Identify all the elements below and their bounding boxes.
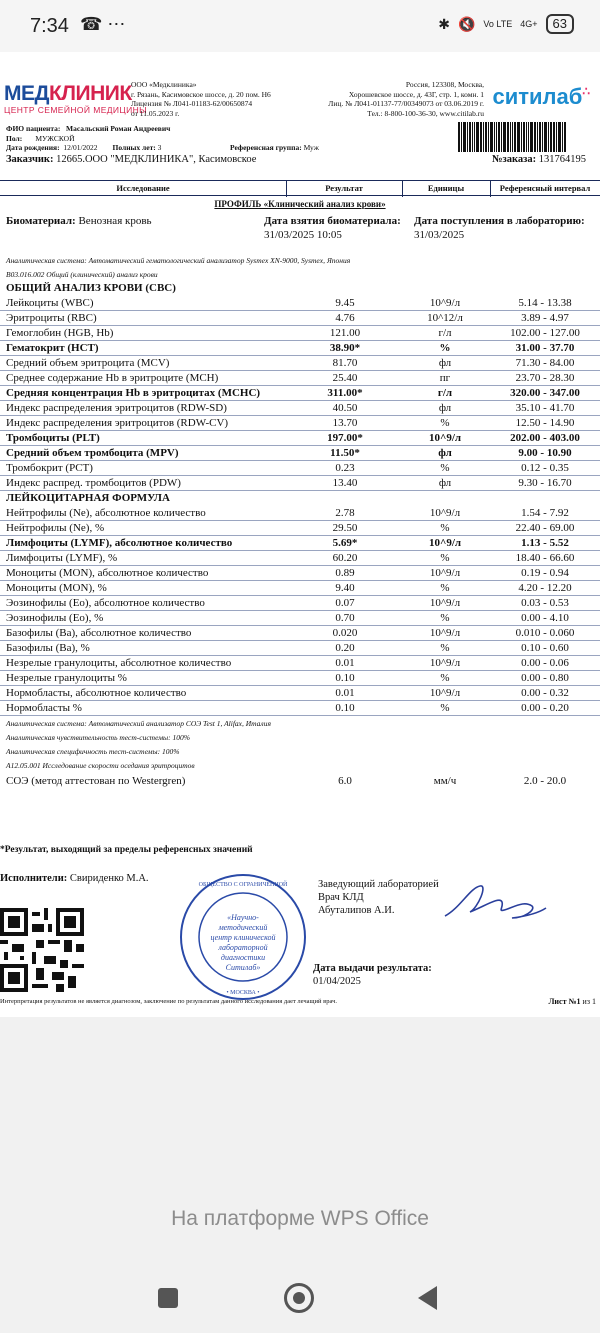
cell-ref: 71.30 - 84.00 <box>515 357 575 369</box>
cell-unit: г/л <box>438 327 452 339</box>
cell-value: 0.23 <box>335 462 355 474</box>
cell-value: 0.10 <box>335 672 355 684</box>
cell-name: Нейтрофилы (Ne), % <box>6 522 105 534</box>
cell-value: 40.50 <box>332 402 358 414</box>
cell-name: Нормобласты, абсолютное количество <box>6 687 187 699</box>
analytic-system-2: Аналитическая система: Автоматический анализатор СОЭ Test 1, Alifax, Италия <box>6 719 271 728</box>
cell-value: 9.45 <box>335 297 355 309</box>
cell-unit: 10^9/л <box>429 297 461 309</box>
cell-value: 4.76 <box>335 312 355 324</box>
table-row-esr: СОЭ (метод аттестован по Westergren) 6.0 мм/ч 2.0 - 20.0 <box>6 775 567 787</box>
cell-ref: 0.00 - 0.20 <box>521 702 569 714</box>
disclaimer: Интерпретация результатов не является диагнозом, заключение по результатам данного исследования дает лечащий врач. <box>0 998 337 1005</box>
medklinik-logo: МЕДКЛИНИК <box>4 82 132 105</box>
mute-icon: 🔇 <box>457 15 476 32</box>
cell-unit: фл <box>438 357 452 369</box>
cell-value: 0.01 <box>335 657 355 669</box>
cell-unit: 10^9/л <box>428 537 462 549</box>
cell-unit: 10^9/л <box>428 432 462 444</box>
cell-name: Нейтрофилы (Ne), абсолютное количество <box>6 507 206 519</box>
cell-value: 25.40 <box>332 372 358 384</box>
cell-name: Моноциты (MON), % <box>6 582 107 594</box>
cell-unit: % <box>440 522 450 534</box>
home-button[interactable] <box>284 1283 314 1313</box>
signature <box>440 878 550 924</box>
cell-ref: 3.89 - 4.97 <box>521 312 569 324</box>
table-row <box>0 626 600 641</box>
cell-ref: 102.00 - 127.00 <box>510 327 580 339</box>
cell-value: 0.20 <box>335 642 355 654</box>
cell-unit: 10^9/л <box>429 657 461 669</box>
org-left: ООО «Медклиника» г. Рязань, Касимовское шоссе, д. 20 пом. Н6 Лицензия № Л041-01183-62/00650874 от 11.05.2023 г. <box>131 80 271 118</box>
customer: Заказчик: 12665.ООО "МЕДКЛИНИКА", Касимовское <box>6 154 257 165</box>
citilab-dots-icon: ∴ <box>582 84 590 99</box>
medklinik-subtitle: ЦЕНТР СЕМЕЙНОЙ МЕДИЦИНЫ <box>4 105 148 115</box>
svg-text:ОБЩЕСТВО С ОГРАНИЧЕННОЙ: ОБЩЕСТВО С ОГРАНИЧЕННОЙ <box>198 882 288 888</box>
cell-ref: 0.010 - 0.060 <box>515 627 575 639</box>
specificity: Аналитическая специфичность тест-системы: 100% <box>6 747 180 756</box>
patient-sex: МУЖСКОЙ <box>35 133 75 143</box>
cell-ref: 0.00 - 0.06 <box>521 657 569 669</box>
cell-unit: % <box>440 702 450 714</box>
cell-unit: г/л <box>437 387 453 399</box>
cell-ref: 0.00 - 4.10 <box>521 612 569 624</box>
cell-name: Индекс распред. тромбоцитов (PDW) <box>6 477 181 489</box>
service-code-1: B03.016.002 Общий (клинический) анализ крови <box>6 270 158 279</box>
net-4g: 4G+ <box>520 18 538 29</box>
order-number: №заказа: 131764195 <box>491 154 586 165</box>
table-row <box>0 416 600 431</box>
cell-value: 60.20 <box>332 552 358 564</box>
cell-unit: 10^9/л <box>429 597 461 609</box>
cell-ref: 9.00 - 10.90 <box>518 447 572 459</box>
cell-ref: 1.13 - 5.52 <box>521 537 569 549</box>
recent-apps-button[interactable] <box>158 1288 178 1308</box>
table-row <box>0 611 600 626</box>
receive-date: Дата поступления в лабораторию: 31/03/2025 <box>414 215 585 241</box>
table-row <box>0 551 600 566</box>
battery-icon: 63 <box>546 14 574 34</box>
cell-unit: % <box>440 612 450 624</box>
cell-name: Базофилы (Ba), % <box>6 642 90 654</box>
sheet-number: Лист №1 из 1 <box>548 997 596 1006</box>
table-row <box>0 596 600 611</box>
cell-name: Лимфоциты (LYMF), абсолютное количество <box>6 537 233 549</box>
cell-value: 0.10 <box>335 702 355 714</box>
back-button[interactable] <box>418 1286 437 1310</box>
table-row <box>0 326 600 341</box>
cell-unit: фл <box>438 477 452 489</box>
cell-value: 0.70 <box>335 612 355 624</box>
cell-ref: 4.20 - 12.20 <box>518 582 572 594</box>
cell-value: 13.70 <box>332 417 358 429</box>
head-of-lab: Заведующий лабораторией Врач КЛД Абуталипов А.И. <box>318 879 439 916</box>
sensitivity: Аналитическая чувствительность тест-системы: 100% <box>6 733 190 742</box>
cell-name: Средний объем тромбоцита (MPV) <box>6 447 179 459</box>
patient-name: Масальский Роман Андреевич <box>66 124 171 133</box>
cell-ref: 0.00 - 0.32 <box>521 687 569 699</box>
col-result: Результат <box>325 183 363 193</box>
cell-ref: 9.30 - 16.70 <box>518 477 572 489</box>
org-right: Россия, 123308, Москва, Хорошевское шоссе, д. 43Г, стр. 1, комн. 1 Лиц. № Л041-01137-77/00349073 от 03.06.2019 г. Тел.: 8-800-100-36-30, www.citilab.ru <box>328 80 484 118</box>
table-row <box>0 671 600 686</box>
table-row <box>0 641 600 656</box>
wps-footer: На платформе WPS Office <box>171 1207 429 1230</box>
table-row <box>0 446 600 461</box>
network-icon <box>483 20 512 29</box>
table-row <box>0 521 600 536</box>
issue-date: Дата выдачи результата: 01/04/2025 <box>313 963 432 987</box>
table-row <box>0 686 600 701</box>
cell-ref: 0.10 - 0.60 <box>521 642 569 654</box>
footnote: *Результат, выходящий за пределы референсных значений <box>0 845 253 855</box>
cell-name: Лейкоциты (WBC) <box>6 297 94 309</box>
cell-name: Эритроциты (RBC) <box>6 312 97 324</box>
cell-ref: 22.40 - 69.00 <box>515 522 575 534</box>
cell-name: Средний объем эритроцита (MCV) <box>6 357 170 369</box>
service-code-2: A12.05.001 Исследование скорости оседания эритроцитов <box>6 761 195 770</box>
citilab-logo: ситилаб∴ <box>492 84 590 109</box>
cell-unit: фл <box>438 402 452 414</box>
cell-value: 11.50* <box>330 447 360 459</box>
nav-bar <box>0 1276 600 1320</box>
cell-name: Средняя концентрация Hb в эритроцитах (MCHC) <box>6 387 261 399</box>
svg-text:лабораторной: лабораторной <box>218 943 268 952</box>
table-row <box>0 476 600 491</box>
svg-text:• МОСКВА •: • МОСКВА • <box>226 990 260 996</box>
cell-unit: % <box>440 642 450 654</box>
lab-stamp <box>178 872 308 1002</box>
status-time: 7:34 <box>30 15 69 37</box>
col-ref: Референсный интервал <box>499 183 591 193</box>
cell-ref: 320.00 - 347.00 <box>510 387 580 399</box>
cell-unit: 10^12/л <box>427 312 463 324</box>
qr-code <box>0 908 84 992</box>
cell-ref: 0.19 - 0.94 <box>521 567 569 579</box>
cell-name: Базофилы (Ba), абсолютное количество <box>6 627 192 639</box>
profile-title: ПРОФИЛЬ «Клинический анализ крови» <box>214 199 386 209</box>
cell-ref: 35.10 - 41.70 <box>515 402 575 414</box>
table-row <box>0 656 600 671</box>
cell-value: 29.50 <box>332 522 358 534</box>
cell-unit: 10^9/л <box>429 687 461 699</box>
cell-unit: % <box>439 342 451 354</box>
cell-name: Гемоглобин (HGB, Hb) <box>6 327 114 339</box>
table-row <box>0 371 600 386</box>
analytic-system-1: Аналитическая система: Автоматический гематологический анализатор Sysmex XN-9000, Sysmex, Япония <box>6 256 351 265</box>
table-row <box>0 296 600 311</box>
executors: Исполнители: Свириденко М.А. <box>0 873 149 884</box>
cell-value: 9.40 <box>335 582 355 594</box>
cell-name: Эозинофилы (Eo), абсолютное количество <box>6 597 205 609</box>
cell-unit: 10^9/л <box>429 507 461 519</box>
cell-name: Незрелые гранулоциты, абсолютное количество <box>6 657 232 669</box>
cell-ref: 0.03 - 0.53 <box>521 597 569 609</box>
cell-unit: % <box>440 672 450 684</box>
svg-text:методический: методический <box>218 923 268 932</box>
signal-icon <box>520 20 537 29</box>
svg-text:диагностики: диагностики <box>220 953 266 962</box>
table-row <box>0 341 600 356</box>
table-row <box>0 386 600 401</box>
table-row <box>0 461 600 476</box>
cell-value: 13.40 <box>332 477 358 489</box>
cell-ref: 202.00 - 403.00 <box>510 432 580 444</box>
cell-ref: 23.70 - 28.30 <box>515 372 575 384</box>
cell-value: 0.01 <box>335 687 355 699</box>
cell-name: Моноциты (MON), абсолютное количество <box>6 567 209 579</box>
cell-unit: % <box>440 417 450 429</box>
svg-text:центр клинической: центр клинической <box>210 933 276 942</box>
cell-unit: % <box>440 552 450 564</box>
cell-ref: 31.00 - 37.70 <box>515 342 575 354</box>
notification-icons: ☎ ⋯ <box>80 14 126 34</box>
status-bar <box>0 0 600 52</box>
net-volte: Vo LTE <box>483 18 513 29</box>
cell-value: 0.07 <box>335 597 355 609</box>
table-row <box>0 536 600 551</box>
cell-name: Гематокрит (HCT) <box>6 342 99 354</box>
cell-ref: 12.50 - 14.90 <box>515 417 575 429</box>
cell-unit: пг <box>439 372 451 384</box>
cell-value: 121.00 <box>329 327 361 339</box>
cell-value: 0.020 <box>332 627 358 639</box>
cell-name: Тромбоциты (PLT) <box>6 432 100 444</box>
patient-dob: 12/01/2022 <box>63 143 98 153</box>
section-leuko: ЛЕЙКОЦИТАРНАЯ ФОРМУЛА <box>6 492 170 504</box>
cell-name: Тромбокрит (PCT) <box>6 462 93 474</box>
cell-value: 197.00* <box>327 432 363 444</box>
ref-group: Референсная группа: Муж <box>230 143 319 152</box>
cell-ref: 0.00 - 0.80 <box>521 672 569 684</box>
cell-value: 81.70 <box>332 357 358 369</box>
col-test: Исследование <box>116 183 170 193</box>
document-page <box>0 72 600 1017</box>
bluetooth-icon: ✱ <box>438 15 450 32</box>
cell-value: 0.89 <box>335 567 355 579</box>
patient-info: ФИО пациента: Масальский Роман Андреевич Пол: МУЖСКОЙ Дата рождения: 12/01/2022 Полных лет: 3 <box>6 124 171 153</box>
cell-name: Среднее содержание Hb в эритроците (MCH) <box>6 372 219 384</box>
take-date: Дата взятия биоматериала: 31/03/2025 10:05 <box>264 215 401 241</box>
biomaterial: Биоматериал: Венозная кровь <box>6 215 152 227</box>
table-header <box>0 180 600 196</box>
cell-name: Индекс распределения эритроцитов (RDW-CV) <box>6 417 229 429</box>
table-row <box>0 401 600 416</box>
svg-text:Ситилаб»: Ситилаб» <box>225 963 261 972</box>
patient-age: 3 <box>157 143 162 153</box>
cell-unit: % <box>440 462 450 474</box>
cell-unit: фл <box>438 447 452 459</box>
table-row <box>0 701 600 716</box>
cell-ref: 18.40 - 66.60 <box>515 552 575 564</box>
cell-name: Лимфоциты (LYMF), % <box>6 552 118 564</box>
cell-name: Эозинофилы (Eo), % <box>6 612 104 624</box>
status-right <box>438 14 574 34</box>
table-row <box>0 431 600 446</box>
cell-name: Нормобласты % <box>6 702 82 714</box>
cell-value: 311.00* <box>327 387 363 399</box>
cell-value: 5.69* <box>332 537 358 549</box>
cell-value: 38.90* <box>329 342 361 354</box>
cell-ref: 1.54 - 7.92 <box>521 507 569 519</box>
section-cbc: ОБЩИЙ АНАЛИЗ КРОВИ (CBC) <box>6 282 176 294</box>
table-row <box>0 581 600 596</box>
cell-unit: 10^9/л <box>429 567 461 579</box>
table-row <box>0 356 600 371</box>
svg-text:«Научно-: «Научно- <box>227 913 259 922</box>
cell-name: Незрелые гранулоциты % <box>6 672 127 684</box>
cell-ref: 0.12 - 0.35 <box>521 462 569 474</box>
cell-value: 2.78 <box>335 507 355 519</box>
barcode <box>458 122 586 152</box>
col-unit: Единицы <box>427 183 465 193</box>
cell-name: Индекс распределения эритроцитов (RDW-SD) <box>6 402 227 414</box>
table-row <box>0 311 600 326</box>
table-row <box>0 566 600 581</box>
cell-unit: % <box>440 582 450 594</box>
cell-unit: 10^9/л <box>429 627 461 639</box>
table-row <box>0 506 600 521</box>
cell-ref: 5.14 - 13.38 <box>518 297 572 309</box>
